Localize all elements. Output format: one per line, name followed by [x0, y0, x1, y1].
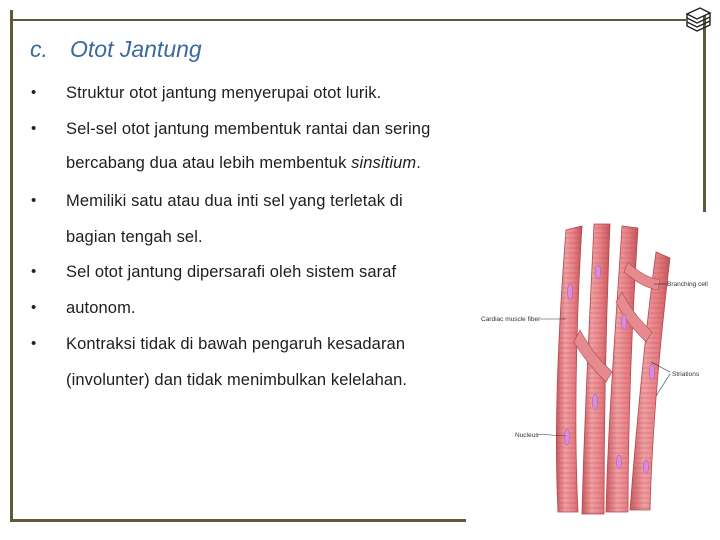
- bullet-text: autonom.: [66, 299, 136, 317]
- cardiac-muscle-illustration: [466, 212, 712, 524]
- bullet-marker: •: [31, 84, 37, 101]
- bullet-marker: •: [31, 299, 37, 316]
- bullet-text-continuation: bercabang dua atau lebih membentuk sinsitium.: [66, 154, 421, 172]
- label-nucleus: Nucleus: [515, 432, 539, 439]
- label-striations: Striations: [672, 371, 700, 378]
- title-text: Otot Jantung: [70, 36, 202, 62]
- title-letter: c.: [30, 36, 48, 62]
- bullet-text-continuation: (involunter) dan tidak menimbulkan kelelahan.: [66, 371, 408, 389]
- bullet-text: Kontraksi tidak di bawah pengaruh kesadaran: [66, 335, 406, 353]
- label-branching-cell: Branching cell: [667, 281, 708, 288]
- bullet-marker: •: [31, 192, 37, 209]
- bullet-text: Memiliki satu atau dua inti sel yang terletak di: [66, 192, 403, 210]
- bullet-marker: •: [31, 120, 37, 137]
- bullet-marker: •: [31, 263, 37, 280]
- bullet-text-continuation: bagian tengah sel.: [66, 228, 203, 246]
- label-cardiac-fiber: Cardiac muscle fiber: [481, 316, 541, 323]
- bullet-text: Sel-sel otot jantung membentuk rantai dan sering: [66, 120, 431, 138]
- bullet-text: Sel otot jantung dipersarafi oleh sistem saraf: [66, 263, 397, 281]
- italic-term: sinsitium: [351, 154, 417, 172]
- bullet-text: Struktur otot jantung menyerupai otot lurik.: [66, 84, 382, 102]
- bullet-marker: •: [31, 335, 37, 352]
